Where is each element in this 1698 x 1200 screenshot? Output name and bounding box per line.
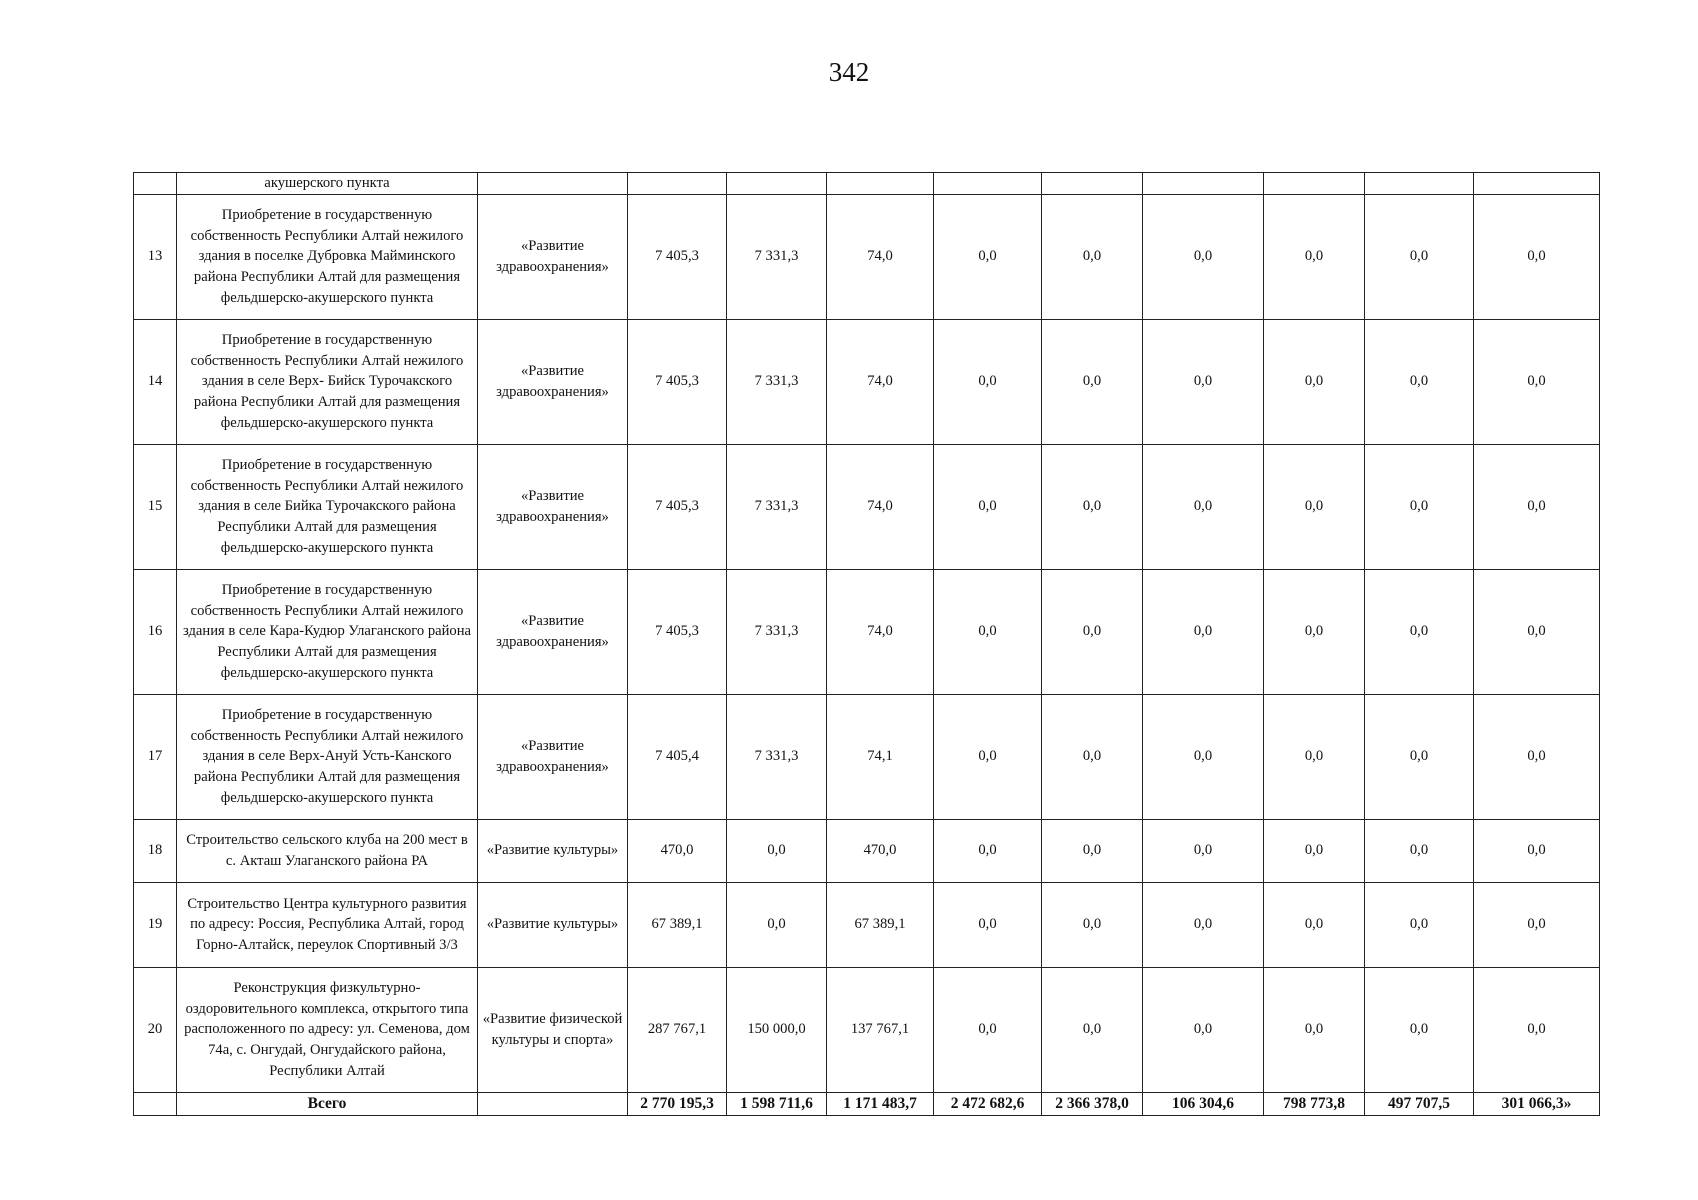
total-amount-cell: 1 171 483,7 xyxy=(827,1092,934,1115)
total-empty-cell xyxy=(478,1092,628,1115)
object-description: Приобретение в государственную собственность Республики Алтай нежилого здания в селе Кара-Кудюр Улаганского района Республики Алтай для размещения фельдшерско-акушерского пункта xyxy=(177,569,478,694)
amount-cell: 150 000,0 xyxy=(727,967,827,1092)
amount-cell: 0,0 xyxy=(1474,882,1600,967)
amount-cell: 0,0 xyxy=(1143,882,1264,967)
amount-cell: 7 331,3 xyxy=(727,319,827,444)
table-row xyxy=(134,819,1600,882)
table-row xyxy=(134,194,1600,319)
total-amount-cell: 1 598 711,6 xyxy=(727,1092,827,1115)
amount-cell: 7 331,3 xyxy=(727,194,827,319)
page-number: 342 xyxy=(828,57,870,87)
amount-cell: 0,0 xyxy=(1365,819,1474,882)
object-description: Приобретение в государственную собственность Республики Алтай нежилого здания в селе Верх- Бийск Турочакского района Республики Алтай для размещения фельдшерско-акушерского пункта xyxy=(177,319,478,444)
row-number: 17 xyxy=(134,694,177,819)
total-amount-cell: 106 304,6 xyxy=(1143,1092,1264,1115)
amount-cell: 0,0 xyxy=(1042,569,1143,694)
total-amount-cell: 2 472 682,6 xyxy=(934,1092,1042,1115)
object-description: Строительство сельского клуба на 200 мест в с. Акташ Улаганского района РА xyxy=(177,819,478,882)
amount-cell: 137 767,1 xyxy=(827,967,934,1092)
table-row xyxy=(134,882,1600,967)
amount-cell: 0,0 xyxy=(1365,319,1474,444)
total-label: Всего xyxy=(177,1092,478,1115)
amount-cell: 0,0 xyxy=(934,194,1042,319)
amount-cell: 0,0 xyxy=(1474,444,1600,569)
amount-cell: 74,0 xyxy=(827,444,934,569)
amount-cell: 0,0 xyxy=(1474,819,1600,882)
amount-cell: 0,0 xyxy=(1474,194,1600,319)
amount-cell: 0,0 xyxy=(1042,319,1143,444)
amount-cell: 0,0 xyxy=(1365,444,1474,569)
amount-cell: 67 389,1 xyxy=(628,882,727,967)
amount-cell: 0,0 xyxy=(1264,194,1365,319)
amount-cell: 74,0 xyxy=(827,319,934,444)
amount-cell: 7 405,3 xyxy=(628,319,727,444)
row-number: 15 xyxy=(134,444,177,569)
continuation-row xyxy=(134,173,1600,195)
row-number: 14 xyxy=(134,319,177,444)
amount-cell: 470,0 xyxy=(827,819,934,882)
program-name: «Развитие культуры» xyxy=(478,882,628,967)
row-number: 13 xyxy=(134,194,177,319)
total-amount-cell: 301 066,3» xyxy=(1474,1092,1600,1115)
table-row xyxy=(134,569,1600,694)
amount-cell: 0,0 xyxy=(934,694,1042,819)
amount-cell: 0,0 xyxy=(727,819,827,882)
total-amount-cell: 497 707,5 xyxy=(1365,1092,1474,1115)
amount-cell: 0,0 xyxy=(1143,444,1264,569)
amount-cell: 0,0 xyxy=(1264,967,1365,1092)
program-name: «Развитие здравоохранения» xyxy=(478,694,628,819)
object-description: Приобретение в государственную собственность Республики Алтай нежилого здания в селе Бийка Турочакского района Республики Алтай для размещения фельдшерско-акушерского пункта xyxy=(177,444,478,569)
amount-cell: 0,0 xyxy=(934,882,1042,967)
amount-cell: 0,0 xyxy=(1264,569,1365,694)
total-amount-cell: 2 770 195,3 xyxy=(628,1092,727,1115)
total-row xyxy=(134,1092,1600,1115)
object-description: Приобретение в государственную собственность Республики Алтай нежилого здания в поселке Дубровка Майминского района Республики Алтай для размещения фельдшерско-акушерского пункта xyxy=(177,194,478,319)
row-number: 16 xyxy=(134,569,177,694)
amount-cell: 0,0 xyxy=(1042,444,1143,569)
amount-cell: 74,1 xyxy=(827,694,934,819)
table-row xyxy=(134,694,1600,819)
amount-cell: 0,0 xyxy=(1365,694,1474,819)
amount-cell: 0,0 xyxy=(1143,967,1264,1092)
amount-cell: 74,0 xyxy=(827,194,934,319)
amount-cell: 0,0 xyxy=(1042,882,1143,967)
amount-cell: 0,0 xyxy=(1264,444,1365,569)
amount-cell: 7 405,3 xyxy=(628,194,727,319)
amount-cell: 0,0 xyxy=(1365,967,1474,1092)
amount-cell: 0,0 xyxy=(1474,694,1600,819)
amount-cell: 0,0 xyxy=(1042,819,1143,882)
continuation-description: акушерского пункта xyxy=(177,173,478,195)
object-description: Строительство Центра культурного развития по адресу: Россия, Республика Алтай, город Горно-Алтайск, переулок Спортивный 3/3 xyxy=(177,882,478,967)
amount-cell: 7 405,3 xyxy=(628,444,727,569)
row-number: 18 xyxy=(134,819,177,882)
total-amount-cell: 2 366 378,0 xyxy=(1042,1092,1143,1115)
amount-cell: 0,0 xyxy=(934,444,1042,569)
amount-cell: 7 405,4 xyxy=(628,694,727,819)
object-description: Приобретение в государственную собственность Республики Алтай нежилого здания в селе Верх-Ануй Усть-Канского района Республики Алтай для размещения фельдшерско-акушерского пункта xyxy=(177,694,478,819)
program-name: «Развитие культуры» xyxy=(478,819,628,882)
program-name: «Развитие физической культуры и спорта» xyxy=(478,967,628,1092)
amount-cell: 0,0 xyxy=(1143,569,1264,694)
amount-cell: 7 331,3 xyxy=(727,444,827,569)
amount-cell: 7 331,3 xyxy=(727,569,827,694)
amount-cell: 0,0 xyxy=(1264,882,1365,967)
amount-cell: 7 331,3 xyxy=(727,694,827,819)
amount-cell: 74,0 xyxy=(827,569,934,694)
amount-cell: 0,0 xyxy=(1474,319,1600,444)
amount-cell: 0,0 xyxy=(1143,819,1264,882)
program-name: «Развитие здравоохранения» xyxy=(478,194,628,319)
amount-cell: 0,0 xyxy=(1042,967,1143,1092)
row-number: 19 xyxy=(134,882,177,967)
table-row xyxy=(134,319,1600,444)
amount-cell: 0,0 xyxy=(934,319,1042,444)
amount-cell: 0,0 xyxy=(1143,194,1264,319)
amount-cell: 0,0 xyxy=(1474,967,1600,1092)
amount-cell: 0,0 xyxy=(1042,694,1143,819)
amount-cell: 0,0 xyxy=(1474,569,1600,694)
amount-cell: 0,0 xyxy=(934,819,1042,882)
table-row xyxy=(134,967,1600,1092)
amount-cell: 287 767,1 xyxy=(628,967,727,1092)
total-empty-cell xyxy=(134,1092,177,1115)
amount-cell: 0,0 xyxy=(1365,569,1474,694)
amount-cell: 0,0 xyxy=(1264,694,1365,819)
amount-cell: 0,0 xyxy=(1143,319,1264,444)
program-name: «Развитие здравоохранения» xyxy=(478,569,628,694)
amount-cell: 7 405,3 xyxy=(628,569,727,694)
program-name: «Развитие здравоохранения» xyxy=(478,444,628,569)
investment-objects-table xyxy=(133,172,1600,1116)
program-name: «Развитие здравоохранения» xyxy=(478,319,628,444)
amount-cell: 0,0 xyxy=(934,569,1042,694)
amount-cell: 0,0 xyxy=(934,967,1042,1092)
amount-cell: 0,0 xyxy=(1264,819,1365,882)
amount-cell: 67 389,1 xyxy=(827,882,934,967)
object-description: Реконструкция физкультурно-оздоровительного комплекса, открытого типа расположенного по адресу: ул. Семенова, дом 74а, с. Онгудай, Онгудайского района, Республики Алтай xyxy=(177,967,478,1092)
amount-cell: 470,0 xyxy=(628,819,727,882)
amount-cell: 0,0 xyxy=(727,882,827,967)
row-number: 20 xyxy=(134,967,177,1092)
amount-cell: 0,0 xyxy=(1143,694,1264,819)
amount-cell: 0,0 xyxy=(1365,882,1474,967)
amount-cell: 0,0 xyxy=(1264,319,1365,444)
total-amount-cell: 798 773,8 xyxy=(1264,1092,1365,1115)
table-row xyxy=(134,444,1600,569)
amount-cell: 0,0 xyxy=(1042,194,1143,319)
amount-cell: 0,0 xyxy=(1365,194,1474,319)
